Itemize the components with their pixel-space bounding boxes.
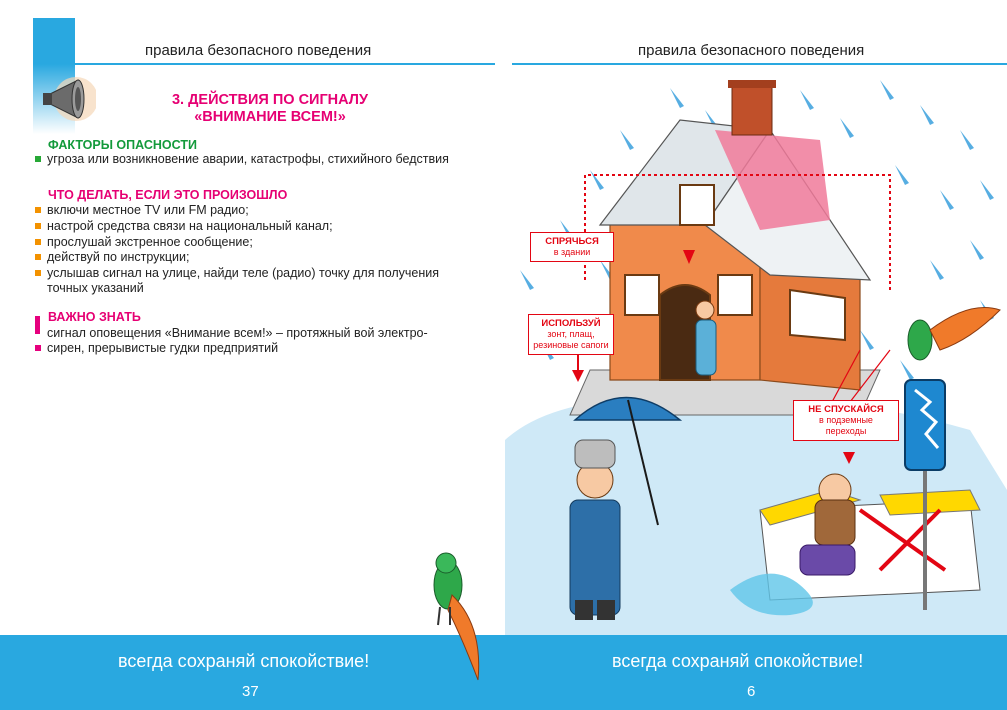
- action-text: услышав сигнал на улице, найди теле (радио) точку для получения: [47, 266, 440, 280]
- page-number-left: 37: [242, 683, 259, 700]
- page-number-right: 6: [747, 683, 756, 700]
- footer-left-slogan: всегда сохраняй спокойствие!: [118, 651, 370, 671]
- callout-use-text2: резиновые сапоги: [533, 340, 609, 350]
- action-item-continuation: [35, 281, 144, 296]
- header-divider-right: [512, 63, 1007, 65]
- callout-use-title: ИСПОЛЬЗУЙ: [541, 318, 601, 329]
- header-right-title: правила безопасного поведения: [638, 42, 865, 59]
- action-text: действуй по инструкции;: [47, 250, 190, 264]
- action-text: прослушай экстренное сообщение;: [47, 235, 253, 249]
- callout-no-underpass: [793, 400, 899, 441]
- important-item: [35, 326, 428, 341]
- callout-hide: [530, 232, 614, 262]
- action-item: [35, 219, 333, 234]
- important-text: сигнал оповещения «Внимание всем!» – протяжный вой электро-: [47, 326, 428, 340]
- header-divider-left: [75, 63, 495, 65]
- footer-bar: [0, 635, 1007, 710]
- action-text: точных указаний: [47, 281, 144, 295]
- header-left-title: правила безопасного поведения: [145, 42, 372, 59]
- callout-use: [528, 314, 614, 355]
- action-text: включи местное TV или FM радио;: [47, 203, 249, 217]
- section-title: [120, 92, 420, 126]
- action-item: [35, 203, 249, 218]
- megaphone-icon: [38, 74, 96, 124]
- important-item: [35, 341, 278, 356]
- action-item: [35, 266, 439, 281]
- callout-use-text1: зонт, плащ,: [547, 329, 595, 339]
- header-tab: [33, 18, 75, 64]
- important-heading: ВАЖНО ЗНАТЬ: [48, 310, 141, 324]
- factor-text: угроза или возникновение аварии, катастрофы, стихийного бедствия: [47, 152, 449, 166]
- action-item: [35, 235, 253, 250]
- actions-heading: ЧТО ДЕЛАТЬ, ЕСЛИ ЭТО ПРОИЗОШЛО: [48, 188, 288, 202]
- callout-hide-title: СПРЯЧЬСЯ: [545, 236, 599, 247]
- section-title-line2: «ВНИМАНИЕ ВСЕМ!»: [194, 109, 346, 125]
- callout-no-underpass-text1: в подземные: [819, 415, 873, 425]
- callout-no-underpass-title: НЕ СПУСКАЙСЯ: [808, 404, 884, 415]
- callout-no-underpass-text2: переходы: [825, 426, 867, 436]
- footer-right-slogan: всегда сохраняй спокойствие!: [612, 651, 864, 671]
- action-item: [35, 250, 189, 265]
- section-title-line1: 3. ДЕЙСТВИЯ ПО СИГНАЛУ: [171, 92, 368, 108]
- parrot-illustration: [428, 545, 498, 685]
- important-text: сирен, прерывистые гудки предприятий: [47, 341, 279, 355]
- factors-heading: ФАКТОРЫ ОПАСНОСТИ: [48, 138, 197, 152]
- action-text: настрой средства связи на национальный канал;: [47, 219, 333, 233]
- factor-item: [35, 152, 449, 167]
- callout-hide-text: в здании: [553, 247, 591, 257]
